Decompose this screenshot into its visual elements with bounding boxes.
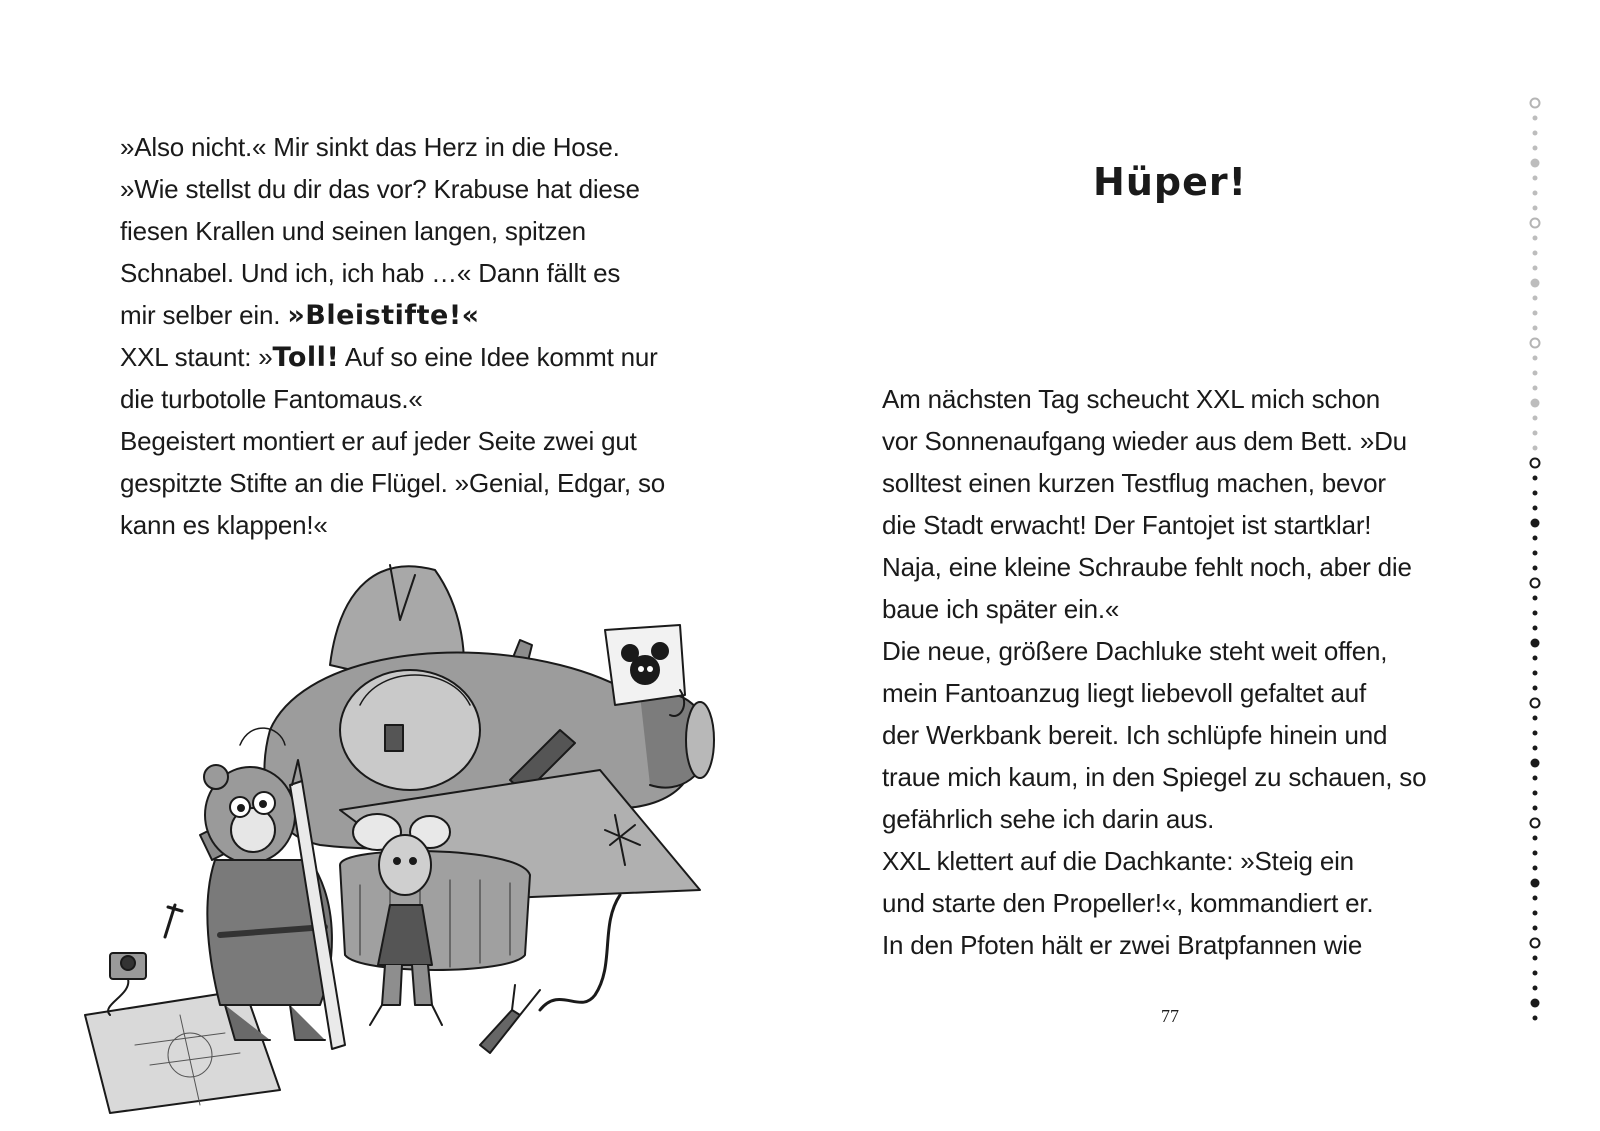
border-dot [1533, 806, 1538, 811]
border-dot [1533, 266, 1538, 271]
text-line: vor Sonnenaufgang wieder aus dem Bett. »Du [882, 426, 1407, 456]
border-dot [1533, 911, 1538, 916]
border-dot [1531, 639, 1540, 648]
border-dot [1533, 791, 1538, 796]
border-dot [1533, 686, 1538, 691]
text-line: baue ich später ein.« [882, 594, 1120, 624]
border-dot [1531, 399, 1540, 408]
border-dot [1533, 416, 1538, 421]
border-dot [1531, 519, 1540, 528]
border-dot [1533, 176, 1538, 181]
border-dot [1533, 326, 1538, 331]
border-dot [1531, 99, 1540, 108]
border-dot [1533, 191, 1538, 196]
workshop-illustration [40, 545, 740, 1115]
cockpit-dome [340, 670, 480, 790]
border-dot [1533, 431, 1538, 436]
left-page-text [120, 126, 720, 546]
shout-bleistifte: »Bleistifte!« [287, 300, 480, 331]
border-dot [1531, 159, 1540, 168]
text-line: gefährlich sehe ich darin aus. [882, 804, 1215, 834]
border-dot [1533, 116, 1538, 121]
border-dot [1533, 851, 1538, 856]
border-dot [1531, 339, 1540, 348]
border-dot [1533, 611, 1538, 616]
text-line: Begeistert montiert er auf jeder Seite zwei gut [120, 426, 637, 456]
text-line: die Stadt erwacht! Der Fantojet ist startklar! [882, 510, 1372, 540]
border-dot [1533, 731, 1538, 736]
border-dot [1533, 656, 1538, 661]
border-dot [1533, 446, 1538, 451]
text-line: Naja, eine kleine Schraube fehlt noch, aber die [882, 552, 1412, 582]
border-dot [1533, 131, 1538, 136]
text-line: XXL klettert auf die Dachkante: »Steig ein [882, 846, 1354, 876]
border-dot [1533, 296, 1538, 301]
border-dot [1533, 1016, 1538, 1021]
border-dot [1533, 386, 1538, 391]
text-line: Die neue, größere Dachluke steht weit offen, [882, 636, 1388, 666]
text-line: Am nächsten Tag scheucht XXL mich schon [882, 384, 1381, 414]
border-dot [1533, 476, 1538, 481]
jet-base [340, 851, 530, 970]
chapter-title: Hüper! [1093, 160, 1247, 204]
border-dot [1531, 279, 1540, 288]
border-dot [1533, 596, 1538, 601]
border-dot [1533, 146, 1538, 151]
pliers [480, 985, 540, 1053]
border-dot [1533, 836, 1538, 841]
text-line: mein Fantoanzug liegt liebevoll gefaltet auf [882, 678, 1367, 708]
border-dot [1531, 999, 1540, 1008]
text-line: gespitzte Stifte an die Flügel. »Genial, Edgar, so [120, 468, 666, 498]
border-dot [1531, 879, 1540, 888]
text-line: mir selber ein. »Bleistifte!« [120, 300, 480, 331]
blueprint-sheet [85, 990, 280, 1113]
border-dot [1531, 219, 1540, 228]
border-dot [1533, 896, 1538, 901]
text-line: und starte den Propeller!«, kommandiert er. [882, 888, 1374, 918]
border-dot [1533, 536, 1538, 541]
text-line: solltest einen kurzen Testflug machen, bevor [882, 468, 1386, 498]
border-dot [1533, 356, 1538, 361]
text-line: die turbotolle Fantomaus.« [120, 384, 423, 414]
border-dot [1533, 671, 1538, 676]
text-line: der Werkbank bereit. Ich schlüpfe hinein und [882, 720, 1388, 750]
text-line: »Wie stellst du dir das vor? Krabuse hat diese [120, 174, 640, 204]
page-number: 77 [1161, 1006, 1179, 1026]
border-dot [1531, 459, 1540, 468]
border-dot [1531, 759, 1540, 768]
border-dot [1533, 506, 1538, 511]
border-dot [1531, 579, 1540, 588]
border-dot [1533, 866, 1538, 871]
text-line: »Also nicht.« Mir sinkt das Herz in die Hose. [120, 132, 620, 162]
right-page [800, 0, 1600, 1131]
border-dot [1533, 626, 1538, 631]
decorative-dot-border [1525, 95, 1545, 1040]
text-line: Schnabel. Und ich, ich hab …« Dann fällt es [120, 258, 621, 288]
border-dot [1533, 236, 1538, 241]
border-dot [1533, 926, 1538, 931]
border-dot [1531, 939, 1540, 948]
border-dot [1533, 311, 1538, 316]
border-dot [1533, 206, 1538, 211]
border-dot [1533, 371, 1538, 376]
border-dot [1533, 251, 1538, 256]
border-dot [1533, 971, 1538, 976]
right-page-text [882, 378, 1502, 966]
shout-toll: Toll! [272, 342, 340, 373]
screw [165, 905, 182, 937]
border-dot [1533, 956, 1538, 961]
border-dot [1533, 566, 1538, 571]
text-line: XXL staunt: »Toll! Auf so eine Idee kommt nur [120, 342, 658, 373]
text-line: traue mich kaum, in den Spiegel zu schauen, so [882, 762, 1427, 792]
border-dot [1531, 699, 1540, 708]
text-line: fiesen Krallen und seinen langen, spitzen [120, 216, 586, 246]
border-dot [1531, 819, 1540, 828]
border-dot [1533, 986, 1538, 991]
border-dot [1533, 716, 1538, 721]
text-line: kann es klappen!« [120, 510, 328, 540]
border-dot [1533, 491, 1538, 496]
border-dot [1533, 551, 1538, 556]
border-dot [1533, 746, 1538, 751]
border-dot [1533, 776, 1538, 781]
text-line: In den Pfoten hält er zwei Bratpfannen wie [882, 930, 1363, 960]
